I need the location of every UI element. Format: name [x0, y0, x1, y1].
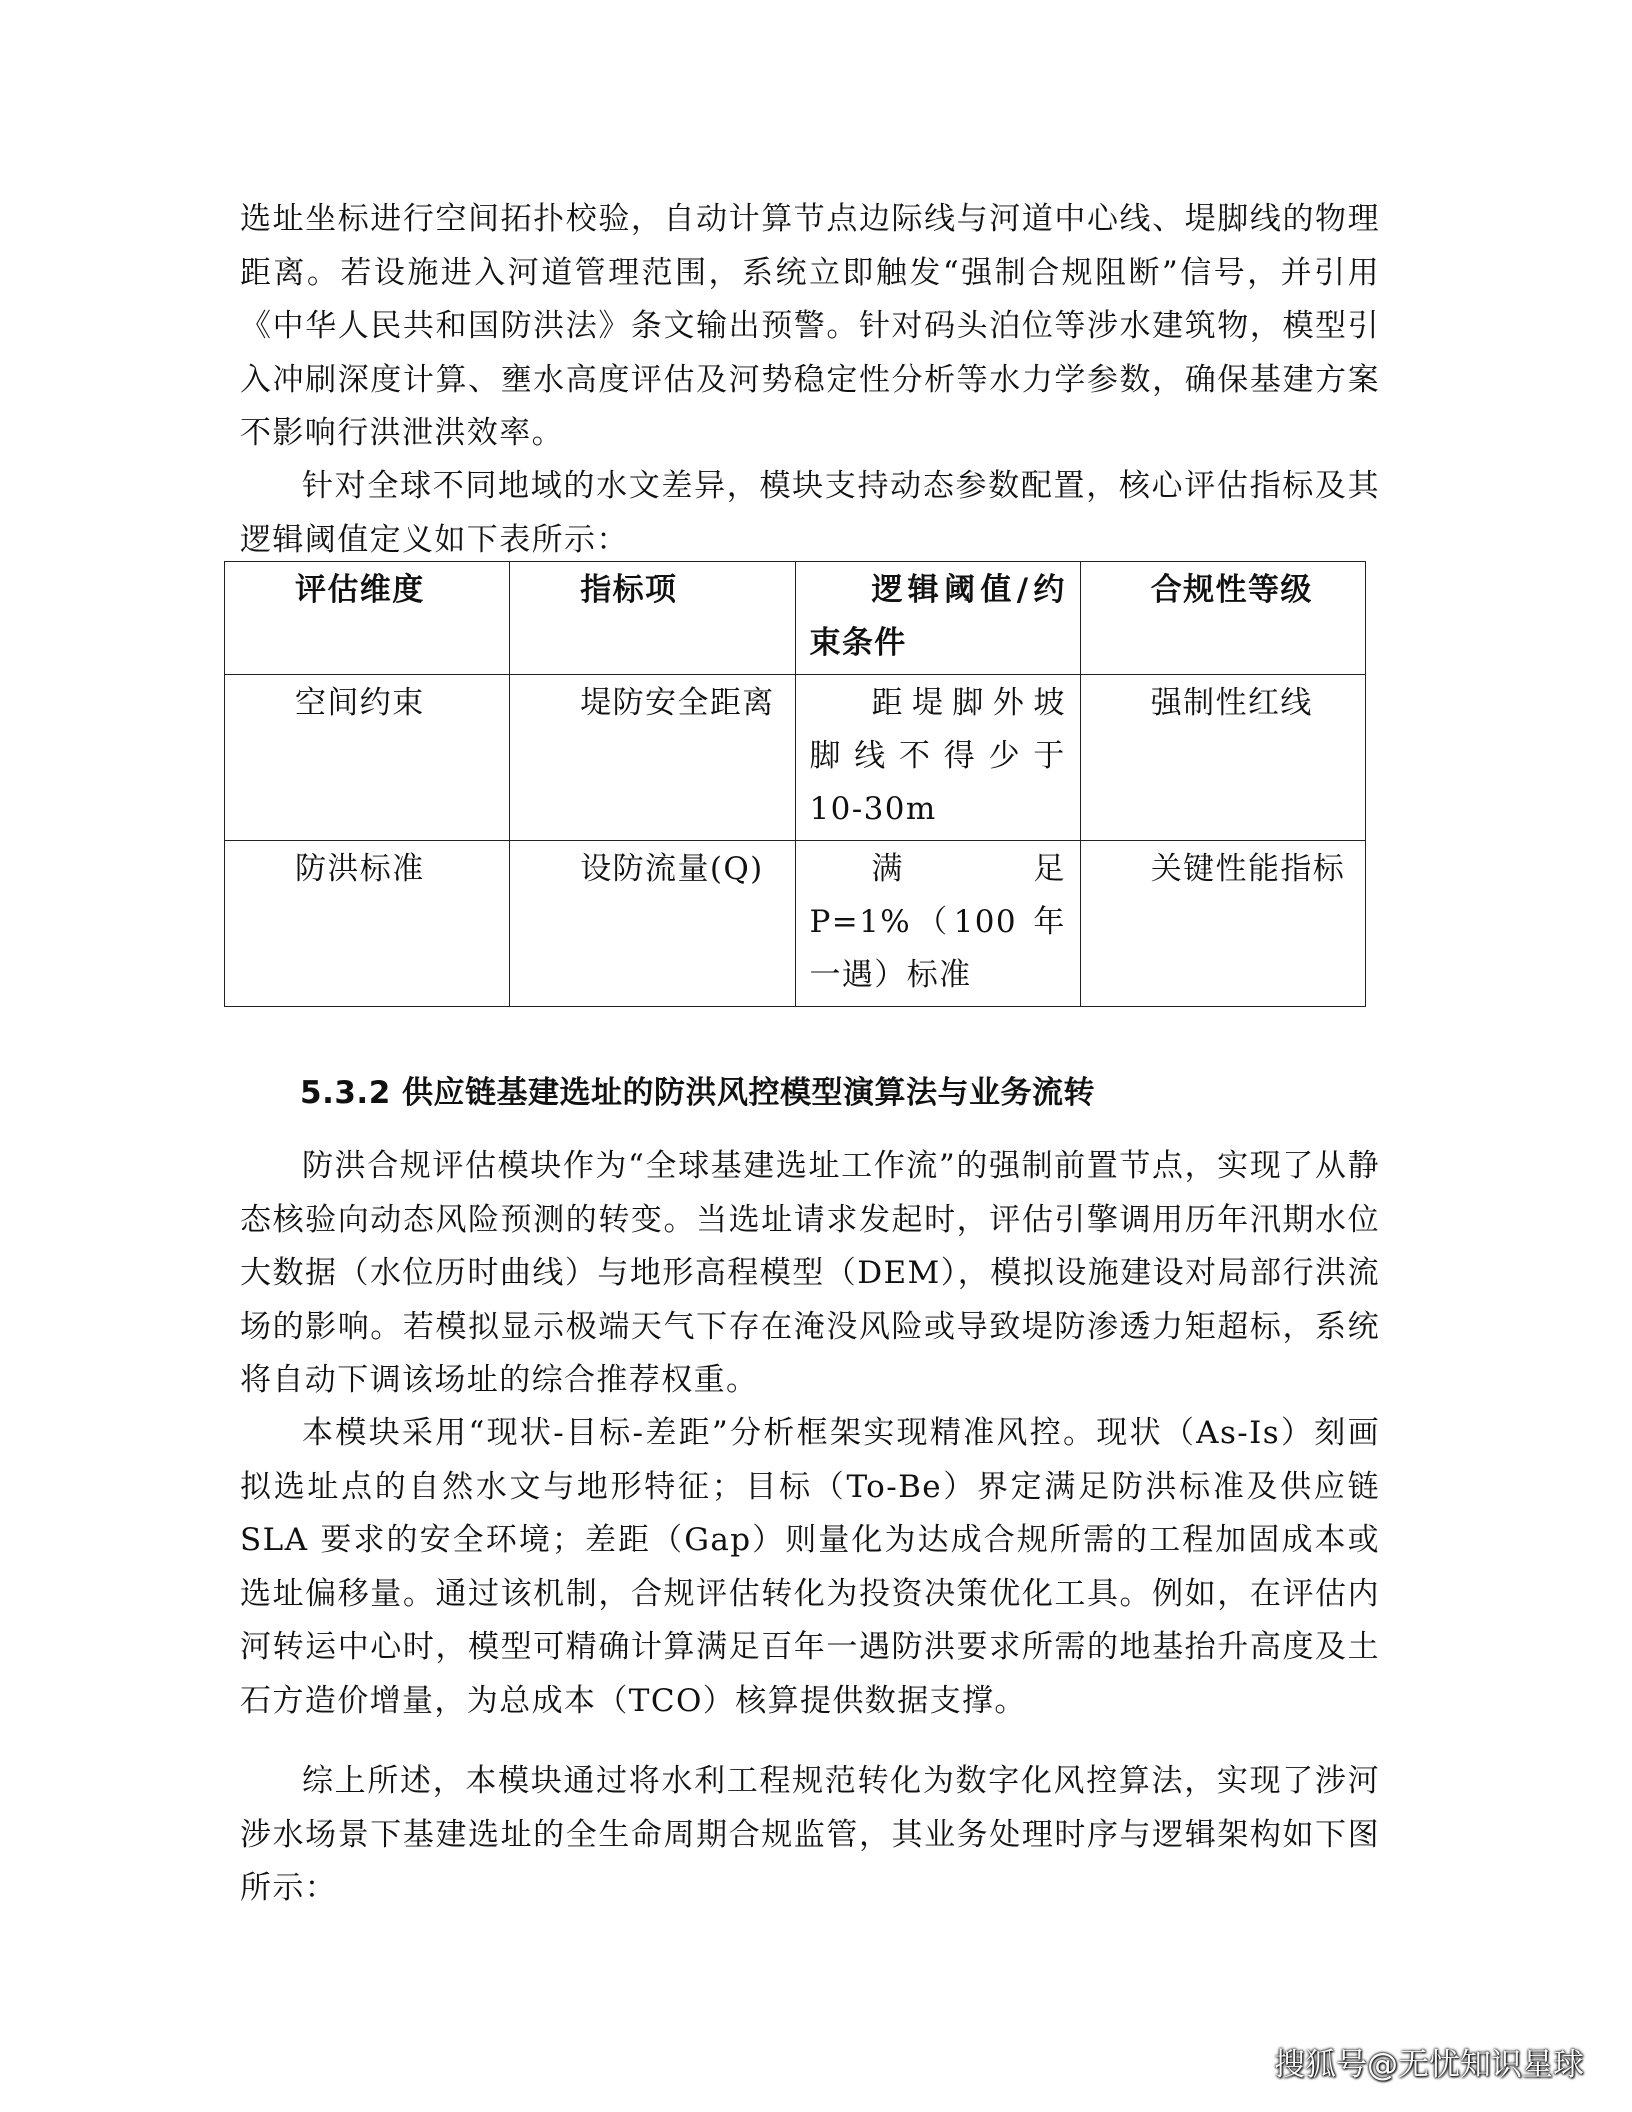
table-cell: 堤防安全距离: [510, 675, 795, 841]
table-row: [225, 675, 1366, 841]
paragraph-workflow-node: 防洪合规评估模块作为“全球基建选址工作流”的强制前置节点，实现了从静态核验向动态风险预测的转变。当选址请求发起时，评估引擎调用历年汛期水位大数据（水位历时曲线）与地形高程模型（DEM），模拟设施建设对局部行洪流场的影响。若模拟显示极端天气下存在淹没风险或导致堤防渗透力矩超标，系统将自动下调该场址的综合推荐权重。: [240, 1148, 1380, 1398]
table-header-cell: 评估维度: [225, 562, 510, 675]
table-cell: 距堤脚外坡脚线不得少于 10-30m: [795, 675, 1080, 841]
table-cell: 设防流量(Q): [510, 841, 795, 1007]
paragraph-gap-analysis: 本模块采用“现状-目标-差距”分析框架实现精准风控。现状（As-Is）刻画拟选址点的自然水文与地形特征；目标（To-Be）界定满足防洪标准及供应链 SLA 要求的安全环境；差距（Gap）则量化为达成合规所需的工程加固成本或选址偏移量。通过该机制，合规评估转化为投资决策优化工具。例如，在评估内河转运中心时，模型可精确计算满足百年一遇防洪要求所需的地基抬升高度及土石方造价增量，为总成本（TCO）核算提供数据支撑。: [240, 1415, 1380, 1719]
paragraph-site-topology: 选址坐标进行空间拓扑校验，自动计算节点边际线与河道中心线、堤脚线的物理距离。若设施进入河道管理范围，系统立即触发“强制合规阻断”信号，并引用《中华人民共和国防洪法》条文输出预警。针对码头泊位等涉水建筑物，模型引入冲刷深度计算、壅水高度评估及河势稳定性分析等水力学参数，确保基建方案不影响行洪泄洪效率。: [240, 201, 1380, 451]
section-heading: 5.3.2 供应链基建选址的防洪风控模型演算法与业务流转: [300, 1075, 1096, 1111]
table-cell: 空间约束: [225, 675, 510, 841]
table-header-cell: 指标项: [510, 562, 795, 675]
table-row: [225, 841, 1366, 1007]
table-header-cell: 逻辑阈值/约束条件: [795, 562, 1080, 675]
table-cell: 关键性能指标: [1080, 841, 1365, 1007]
table-cell: 满足 P=1%（100 年一遇）标准: [795, 841, 1080, 1007]
table-cell: 强制性红线: [1080, 675, 1365, 841]
watermark: 搜狐号@无忧知识星球: [1274, 2047, 1584, 2083]
table-header-cell: 合规性等级: [1080, 562, 1365, 675]
table-cell: 防洪标准: [225, 841, 510, 1007]
paragraph-dynamic-params: 针对全球不同地域的水文差异，模块支持动态参数配置，核心评估指标及其逻辑阈值定义如下表所示：: [240, 468, 1380, 558]
paragraph-summary: 综上所述，本模块通过将水利工程规范转化为数字化风控算法，实现了涉河涉水场景下基建选址的全生命周期合规监管，其业务处理时序与逻辑架构如下图所示：: [240, 1763, 1380, 1906]
table-header-row: [225, 562, 1366, 675]
indicator-table: [224, 561, 1366, 1007]
